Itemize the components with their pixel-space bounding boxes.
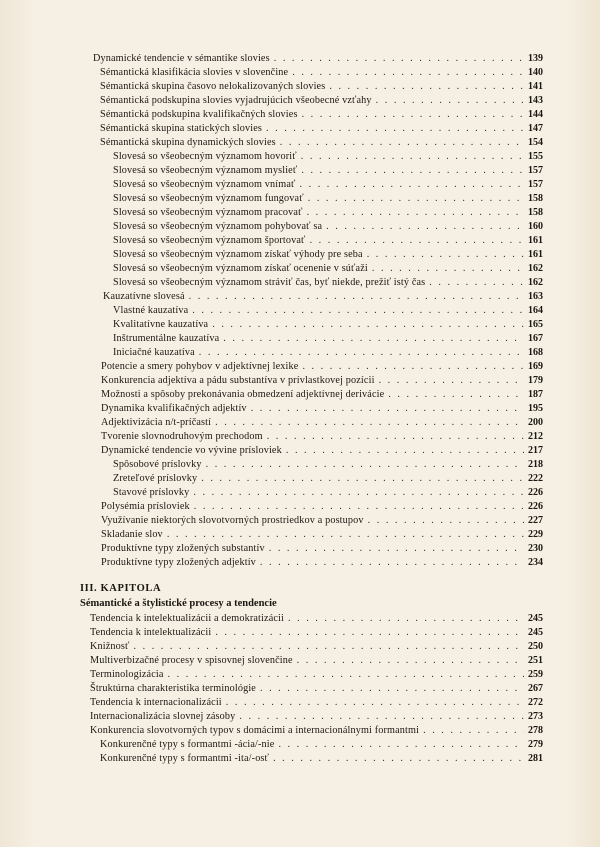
dot-leader	[199, 347, 524, 359]
toc-entry-page: 222	[528, 473, 543, 484]
dot-leader	[307, 207, 524, 219]
toc-entry-page: 140	[528, 67, 543, 78]
toc-entry-title: Iniciačné kauzatíva	[113, 347, 195, 358]
toc-entry	[90, 641, 543, 653]
toc-entry-title: Skladanie slov	[101, 529, 163, 540]
toc-entry-page: 230	[528, 543, 543, 554]
dot-leader	[310, 235, 524, 247]
dot-leader	[206, 459, 524, 471]
toc-entry-title: Slovesá so všeobecným významom získať ocenenie v súťaži	[113, 263, 368, 274]
toc-entry	[100, 95, 543, 107]
toc-entry	[101, 361, 543, 373]
toc-entry	[113, 235, 543, 247]
section-title: Sémantické a štylistické procesy a tendencie	[80, 598, 277, 609]
toc-entry-page: 212	[528, 431, 543, 442]
toc-entry-page: 164	[528, 305, 543, 316]
dot-leader	[280, 137, 524, 149]
dot-leader	[388, 389, 524, 401]
toc-entry-title: Vlastné kauzatíva	[113, 305, 189, 316]
dot-leader	[266, 123, 524, 135]
dot-leader	[300, 179, 525, 191]
toc-entry-title: Slovesá so všeobecným významom športovať	[113, 235, 306, 246]
toc-entry-title: Slovesá so všeobecným významom stráviť čas, byť niekde, prežiť istý čas	[113, 277, 426, 288]
toc-entry-page: 218	[528, 459, 543, 470]
toc-entry	[113, 459, 543, 471]
toc-entry-page: 217	[528, 445, 543, 456]
toc-entry-page: 234	[528, 557, 543, 568]
toc-entry-page: 250	[528, 641, 543, 652]
toc-entry-page: 168	[528, 347, 543, 358]
toc-entry	[90, 697, 543, 709]
toc-entry-page: 195	[528, 403, 543, 414]
dot-leader	[201, 473, 524, 485]
dot-leader	[260, 683, 524, 695]
dot-leader	[267, 431, 524, 443]
dot-leader	[193, 487, 524, 499]
toc-entry	[90, 669, 543, 681]
toc-entry-page: 162	[528, 277, 543, 288]
toc-entry-page: 158	[528, 207, 543, 218]
toc-entry-page: 161	[528, 249, 543, 260]
dot-leader	[215, 417, 524, 429]
toc-entry-page: 278	[528, 725, 543, 736]
toc-entry-title: Stavové príslovky	[113, 487, 190, 498]
dot-leader	[429, 277, 524, 289]
toc-entry	[90, 613, 543, 625]
toc-entry-page: 163	[528, 291, 543, 302]
toc-entry	[101, 515, 543, 527]
toc-entry-title: Využívanie niektorých slovotvorných prostriedkov a postupov	[101, 515, 364, 526]
dot-leader	[376, 95, 524, 107]
toc-entry	[113, 193, 543, 205]
toc-entry-page: 187	[528, 389, 543, 400]
dot-leader	[423, 725, 524, 737]
toc-entry-page: 154	[528, 137, 543, 148]
dot-leader	[329, 81, 524, 93]
toc-entry	[113, 319, 543, 331]
toc-entry-title: Tendencia k intelektualizácii	[90, 627, 212, 638]
toc-entry-title: Konkurencia slovotvorných typov s domácimi a internacionálnymi formantmi	[90, 725, 420, 736]
toc-entry	[90, 655, 543, 667]
toc-entry-page: 179	[528, 375, 543, 386]
toc-entry	[113, 249, 543, 261]
dot-leader	[260, 557, 524, 569]
toc-entry-page: 279	[528, 739, 543, 750]
toc-entry	[113, 487, 543, 499]
toc-entry-title: Dynamické tendencie vo vývine prísloviek	[101, 445, 282, 456]
toc-entry-page: 200	[528, 417, 543, 428]
toc-entry	[101, 375, 543, 387]
toc-entry	[100, 109, 543, 121]
dot-leader	[367, 249, 524, 261]
toc-entry	[100, 123, 543, 135]
toc-entry	[90, 725, 543, 737]
toc-entry	[113, 333, 543, 345]
toc-entry-page: 147	[528, 123, 543, 134]
toc-entry	[100, 137, 543, 149]
toc-entry	[100, 81, 543, 93]
dot-leader	[269, 543, 524, 555]
dot-leader	[372, 263, 524, 275]
toc-entry-title: Tendencia k intelektualizácii a demokratizácii	[90, 613, 284, 624]
toc-entry-page: 229	[528, 529, 543, 540]
toc-entry-page: 169	[528, 361, 543, 372]
dot-leader	[134, 641, 524, 653]
toc-entry	[90, 711, 543, 723]
dot-leader	[167, 529, 524, 541]
toc-entry-title: Kvalitatívne kauzatíva	[113, 319, 209, 330]
toc-entry-page: 139	[528, 53, 543, 64]
toc-entry-page: 226	[528, 487, 543, 498]
toc-entry	[101, 557, 543, 569]
toc-entry	[101, 431, 543, 443]
toc-entry	[93, 53, 543, 65]
toc-entry	[103, 291, 543, 303]
toc-entry-title: Potencie a smery pohybov v adjektívnej lexike	[101, 361, 299, 372]
toc-entry-page: 157	[528, 179, 543, 190]
toc-entry-title: Sémantická klasifikácia slovies v slovenčine	[100, 67, 289, 78]
dot-leader	[239, 711, 524, 723]
toc-entry	[90, 627, 543, 639]
toc-entry-page: 251	[528, 655, 543, 666]
toc-entry-page: 227	[528, 515, 543, 526]
toc-entry-title: Produktívne typy zložených adjektív	[101, 557, 256, 568]
toc-entry-page: 267	[528, 683, 543, 694]
toc-entry-title: Inštrumentálne kauzatíva	[113, 333, 220, 344]
dot-leader	[194, 501, 524, 513]
toc-entry-page: 281	[528, 753, 543, 764]
toc-entry-title: Slovesá so všeobecným významom vnímať	[113, 179, 296, 190]
toc-entry	[113, 263, 543, 275]
dot-leader	[274, 53, 524, 65]
dot-leader	[302, 361, 524, 373]
toc-entry-title: Dynamika kvalifikačných adjektív	[101, 403, 247, 414]
toc-entry-title: Tendencia k internacionalizácii	[90, 697, 222, 708]
toc-entry-title: Slovesá so všeobecným významom myslieť	[113, 165, 298, 176]
toc-entry-title: Sémantická podskupina kvalifikačných slovies	[100, 109, 298, 120]
toc-entry-page: 157	[528, 165, 543, 176]
toc-entry-title: Konkurenčné typy s formantmi -ácia/-nie	[100, 739, 275, 750]
toc-entry-page: 273	[528, 711, 543, 722]
toc-entry-page: 245	[528, 627, 543, 638]
toc-entry	[101, 417, 543, 429]
toc-entry-title: Slovesá so všeobecným významom fungovať	[113, 193, 304, 204]
toc-entry	[113, 165, 543, 177]
dot-leader	[326, 221, 524, 233]
toc-entry-page: 226	[528, 501, 543, 512]
dot-leader	[368, 515, 524, 527]
toc-entry-title: Slovesá so všeobecným významom pohybovať sa	[113, 221, 323, 232]
toc-entry	[101, 403, 543, 415]
chapter-title: III. KAPITOLA	[80, 583, 162, 594]
toc-entry-title: Tvorenie slovnodruhovým prechodom	[101, 431, 263, 442]
toc-entry-title: Produktívne typy zložených substantív	[101, 543, 265, 554]
toc-entry-title: Zreteľové príslovky	[113, 473, 198, 484]
toc-entry-page: 245	[528, 613, 543, 624]
toc-entry	[113, 277, 543, 289]
toc-entry	[101, 501, 543, 513]
toc-entry-page: 259	[528, 669, 543, 680]
toc-entry-page: 143	[528, 95, 543, 106]
toc-entry	[101, 389, 543, 401]
dot-leader	[168, 669, 524, 681]
dot-leader	[189, 291, 524, 303]
toc-entry-page: 165	[528, 319, 543, 330]
toc-entry-title: Štruktúrna charakteristika terminológie	[90, 683, 256, 694]
dot-leader	[302, 109, 524, 121]
toc-entry-title: Sémantická skupina časovo nelokalizovaných slovies	[100, 81, 326, 92]
toc-entry-title: Internacionalizácia slovnej zásoby	[90, 711, 236, 722]
toc-entry-title: Multiverbizačné procesy v spisovnej slovenčine	[90, 655, 293, 666]
toc-entry-title: Adjektivizácia n/t-príčastí	[101, 417, 212, 428]
toc-entry	[113, 473, 543, 485]
dot-leader	[273, 753, 524, 765]
dot-leader	[292, 67, 524, 79]
toc-entry	[101, 445, 543, 457]
toc-entry	[101, 529, 543, 541]
dot-leader	[379, 375, 524, 387]
dot-leader	[192, 305, 524, 317]
toc-entry-page: 162	[528, 263, 543, 274]
toc-entry-title: Sémantická skupina dynamických slovies	[100, 137, 276, 148]
toc-entry	[113, 179, 543, 191]
toc-entry-title: Terminologizácia	[90, 669, 164, 680]
dot-leader	[301, 151, 524, 163]
toc-entry-title: Polysémia prísloviek	[101, 501, 190, 512]
toc-entry-page: 161	[528, 235, 543, 246]
dot-leader	[286, 445, 524, 457]
toc-entry-page: 160	[528, 221, 543, 232]
dot-leader	[251, 403, 524, 415]
toc-entry	[113, 305, 543, 317]
toc-entry-page: 144	[528, 109, 543, 120]
toc-entry-page: 141	[528, 81, 543, 92]
toc-entry-title: Konkurenčné typy s formantmi -ita/-osť	[100, 753, 270, 764]
toc-entry-page: 272	[528, 697, 543, 708]
toc-entry-page: 155	[528, 151, 543, 162]
toc-entry-title: Kauzatívne slovesá	[103, 291, 185, 302]
toc-entry	[113, 347, 543, 359]
dot-leader	[288, 613, 524, 625]
dot-leader	[215, 627, 524, 639]
toc-entry-title: Konkurencia adjektíva a pádu substantíva v prívlastkovej pozícii	[101, 375, 375, 386]
dot-leader	[223, 333, 524, 345]
dot-leader	[278, 739, 524, 751]
dot-leader	[301, 165, 524, 177]
toc-entry	[100, 739, 543, 751]
toc-entry-title: Sémantická podskupina slovies vyjadrujúcich všeobecné vzťahy	[100, 95, 372, 106]
toc-entry	[90, 683, 543, 695]
toc-entry	[113, 221, 543, 233]
toc-entry-title: Knižnosť	[90, 641, 130, 652]
toc-entry-title: Slovesá so všeobecným významom získať výhody pre seba	[113, 249, 363, 260]
toc-entry-title: Dynamické tendencie v sémantike slovies	[93, 53, 270, 64]
dot-leader	[212, 319, 524, 331]
dot-leader	[297, 655, 524, 667]
toc-entry	[100, 67, 543, 79]
dot-leader	[308, 193, 524, 205]
dot-leader	[226, 697, 524, 709]
toc-entry	[100, 753, 543, 765]
toc-entry	[101, 543, 543, 555]
toc-entry-page: 167	[528, 333, 543, 344]
toc-entry-title: Spôsobové príslovky	[113, 459, 202, 470]
toc-entry-title: Slovesá so všeobecným významom pracovať	[113, 207, 303, 218]
toc-entry-title: Slovesá so všeobecným významom hovoriť	[113, 151, 297, 162]
toc-entry-title: Možnosti a spôsoby prekonávania obmedzení adjektívnej derivácie	[101, 389, 385, 400]
toc-entry-page: 158	[528, 193, 543, 204]
toc-entry	[113, 151, 543, 163]
toc-entry-title: Sémantická skupina statických slovies	[100, 123, 263, 134]
toc-entry	[113, 207, 543, 219]
